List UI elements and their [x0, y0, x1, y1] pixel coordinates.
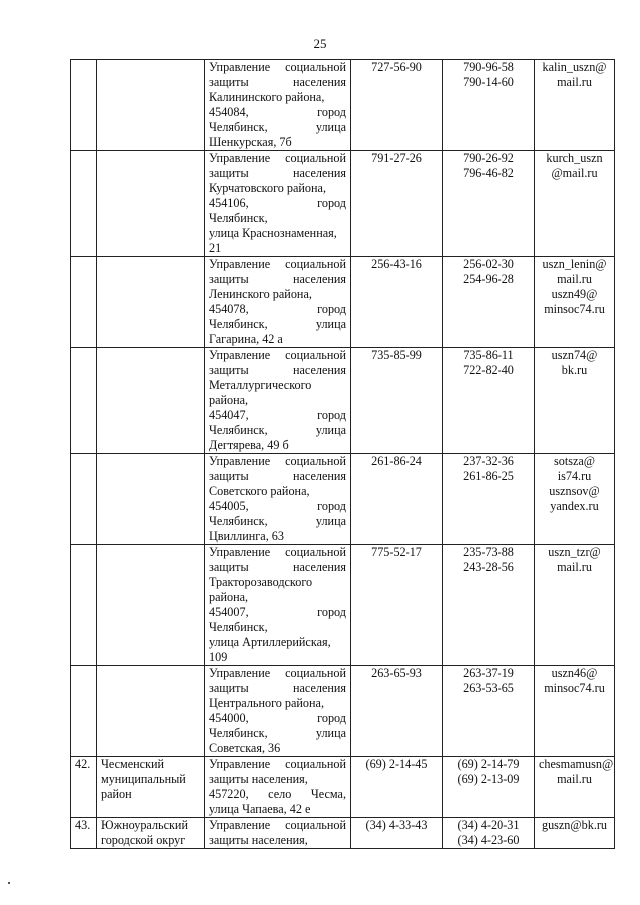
institution-address-line: Челябинск, улица [209, 120, 346, 134]
institution-address-line: Управление социальной [209, 666, 346, 680]
phone-cell [351, 348, 443, 454]
fax-number: 790-96-58 [463, 60, 514, 74]
institution-cell [205, 666, 351, 757]
fax-number: 263-53-65 [463, 681, 514, 695]
email-line: mail.ru [557, 772, 592, 786]
institution-cell [205, 257, 351, 348]
fax-number: (34) 4-20-31 [457, 818, 520, 832]
table-row [71, 757, 615, 818]
fax-cell [443, 454, 535, 545]
email-cell [535, 757, 615, 818]
institution-address-line: 21 [209, 241, 222, 255]
email-cell [535, 545, 615, 666]
institution-address-line: улица Чапаева, 42 е [209, 802, 311, 816]
email-line: uszn74@ [551, 348, 598, 362]
email-line: usznsov@ [549, 484, 600, 498]
municipality-cell [97, 454, 205, 545]
institution-address-line: 109 [209, 650, 228, 664]
fax-number: 243-28-56 [463, 560, 514, 574]
email-line: minsoc74.ru [544, 681, 605, 695]
fax-number: 256-02-30 [463, 257, 514, 271]
email-line: mail.ru [557, 272, 592, 286]
email-cell [535, 666, 615, 757]
email-cell [535, 454, 615, 545]
institution-address-line: защиты населения [209, 469, 346, 483]
email-line: @mail.ru [551, 166, 598, 180]
fax-number: (69) 2-13-09 [457, 772, 520, 786]
agencies-table [70, 59, 615, 849]
institution-address-line: Управление социальной [209, 757, 346, 771]
email-line: kalin_uszn@ [542, 60, 607, 74]
row-number: 42. [75, 757, 91, 771]
row-number-cell [71, 60, 97, 151]
institution-address-line: Дегтярева, 49 б [209, 438, 289, 452]
institution-address-line: Центрального района, [209, 696, 325, 710]
email-line: uszn49@ [551, 287, 598, 301]
institution-address-line: 454047, город [209, 408, 346, 422]
institution-address-line: 454106, город [209, 196, 346, 210]
phone-cell [351, 454, 443, 545]
phone-cell [351, 545, 443, 666]
email-line: chesmamusn@ [539, 757, 614, 771]
row-number-cell [71, 666, 97, 757]
municipality-name-line: Южноуральский [101, 818, 188, 832]
institution-cell [205, 818, 351, 849]
institution-address-line: 454084, город [209, 105, 346, 119]
fax-number: 796-46-82 [463, 166, 514, 180]
institution-address-line: Управление социальной [209, 818, 346, 832]
institution-address-line: Цвиллинга, 63 [209, 529, 284, 543]
phone-cell [351, 60, 443, 151]
email-line: uszn_lenin@ [542, 257, 607, 271]
fax-cell [443, 348, 535, 454]
institution-address-line: Советская, 36 [209, 741, 281, 755]
institution-address-line: 454078, город [209, 302, 346, 316]
municipality-name-line: муниципальный [101, 772, 186, 786]
institution-cell [205, 757, 351, 818]
institution-address-line: Ленинского района, [209, 287, 312, 301]
fax-number: 237-32-36 [463, 454, 514, 468]
row-number-cell [71, 348, 97, 454]
fax-number: (69) 2-14-79 [457, 757, 520, 771]
municipality-cell [97, 757, 205, 818]
institution-address-line: Шенкурская, 7б [209, 135, 292, 149]
phone-number: (69) 2-14-45 [365, 757, 428, 771]
phone-cell [351, 257, 443, 348]
row-number-cell [71, 545, 97, 666]
institution-address-line: 454007, город [209, 605, 346, 619]
institution-address-line: Управление социальной [209, 257, 346, 271]
institution-address-line: Челябинск, улица [209, 317, 346, 331]
phone-cell [351, 818, 443, 849]
phone-cell [351, 757, 443, 818]
email-cell [535, 818, 615, 849]
municipality-cell [97, 60, 205, 151]
page-number: 25 [313, 36, 327, 51]
institution-cell [205, 151, 351, 257]
phone-cell [351, 666, 443, 757]
institution-address-line: Челябинск, улица [209, 423, 346, 437]
fax-number: 261-86-25 [463, 469, 514, 483]
institution-cell [205, 545, 351, 666]
institution-address-line: Гагарина, 42 а [209, 332, 283, 346]
table-row [71, 454, 615, 545]
fax-number: (34) 4-23-60 [457, 833, 520, 847]
phone-number: (34) 4-33-43 [365, 818, 428, 832]
fax-cell [443, 60, 535, 151]
email-line: guszn@bk.ru [541, 818, 608, 832]
table-row [71, 257, 615, 348]
institution-address-line: Тракторозаводского [209, 575, 313, 589]
phone-number: 791-27-26 [371, 151, 422, 165]
email-line: mail.ru [557, 75, 592, 89]
row-number-cell [71, 818, 97, 849]
fax-number: 263-37-19 [463, 666, 514, 680]
institution-address-line: улица Краснознаменная, [209, 226, 337, 240]
institution-address-line: защиты населения [209, 75, 346, 89]
institution-address-line: защиты населения [209, 363, 346, 377]
email-line: uszn46@ [551, 666, 598, 680]
phone-number: 263-65-93 [371, 666, 422, 680]
institution-address-line: Управление социальной [209, 348, 346, 362]
municipality-name-line: район [101, 787, 132, 801]
table-row [71, 545, 615, 666]
email-line: sotsza@ [553, 454, 595, 468]
fax-cell [443, 257, 535, 348]
institution-address-line: 454000, город [209, 711, 346, 725]
phone-number: 256-43-16 [371, 257, 422, 271]
municipality-cell [97, 818, 205, 849]
row-number-cell [71, 757, 97, 818]
institution-cell [205, 60, 351, 151]
institution-address-line: Калининского района, [209, 90, 325, 104]
institution-address-line: Металлургического [209, 378, 312, 392]
municipality-cell [97, 151, 205, 257]
phone-number: 261-86-24 [371, 454, 422, 468]
institution-address-line: района, [209, 393, 249, 407]
fax-number: 235-73-88 [463, 545, 514, 559]
fax-number: 254-96-28 [463, 272, 514, 286]
fax-number: 790-26-92 [463, 151, 514, 165]
phone-cell [351, 151, 443, 257]
fax-cell [443, 545, 535, 666]
table-row [71, 348, 615, 454]
institution-address-line: улица Артиллерийская, [209, 635, 331, 649]
row-number-cell [71, 257, 97, 348]
table-body [71, 60, 615, 849]
institution-address-line: защиты населения [209, 560, 346, 574]
fax-number: 790-14-60 [463, 75, 514, 89]
table-row [71, 60, 615, 151]
email-line: bk.ru [561, 363, 588, 377]
fax-cell [443, 757, 535, 818]
phone-number: 775-52-17 [371, 545, 422, 559]
scan-speck [8, 882, 10, 884]
email-line: uszn_tzr@ [548, 545, 601, 559]
institution-cell [205, 348, 351, 454]
municipality-cell [97, 666, 205, 757]
email-cell [535, 257, 615, 348]
institution-address-line: Управление социальной [209, 60, 346, 74]
institution-address-line: 454005, город [209, 499, 346, 513]
email-cell [535, 348, 615, 454]
institution-address-line: Челябинск, улица [209, 726, 346, 740]
email-line: mail.ru [557, 560, 592, 574]
institution-address-line: Челябинск, улица [209, 514, 346, 528]
phone-number: 727-56-90 [371, 60, 422, 74]
table-row [71, 818, 615, 849]
municipality-name-line: городской округ [101, 833, 186, 847]
institution-address-line: Управление социальной [209, 454, 346, 468]
row-number-cell [71, 454, 97, 545]
email-cell [535, 60, 615, 151]
email-line: is74.ru [557, 469, 592, 483]
institution-address-line: защиты населения [209, 166, 346, 180]
email-line: kurch_uszn [546, 151, 603, 165]
table-row [71, 666, 615, 757]
row-number-cell [71, 151, 97, 257]
fax-cell [443, 818, 535, 849]
fax-cell [443, 666, 535, 757]
institution-address-line: Управление социальной [209, 545, 346, 559]
fax-number: 722-82-40 [463, 363, 514, 377]
fax-number: 735-86-11 [463, 348, 514, 362]
email-cell [535, 151, 615, 257]
institution-address-line: Челябинск, [209, 211, 268, 225]
municipality-cell [97, 545, 205, 666]
institution-address-line: Челябинск, [209, 620, 268, 634]
institution-address-line: Курчатовского района, [209, 181, 326, 195]
fax-cell [443, 151, 535, 257]
table-row [71, 151, 615, 257]
email-line: yandex.ru [550, 499, 599, 513]
institution-address-line: Управление социальной [209, 151, 346, 165]
institution-address-line: защиты населения [209, 681, 346, 695]
row-number: 43. [75, 818, 91, 832]
email-line: minsoc74.ru [544, 302, 605, 316]
institution-cell [205, 454, 351, 545]
institution-address-line: 457220, село Чесма, [209, 787, 346, 801]
institution-address-line: защиты населения, [209, 772, 308, 786]
municipality-name-line: Чесменский [101, 757, 165, 771]
institution-address-line: района, [209, 590, 249, 604]
phone-number: 735-85-99 [371, 348, 422, 362]
municipality-cell [97, 348, 205, 454]
institution-address-line: защиты населения, [209, 833, 308, 847]
municipality-cell [97, 257, 205, 348]
institution-address-line: Советского района, [209, 484, 310, 498]
institution-address-line: защиты населения [209, 272, 346, 286]
